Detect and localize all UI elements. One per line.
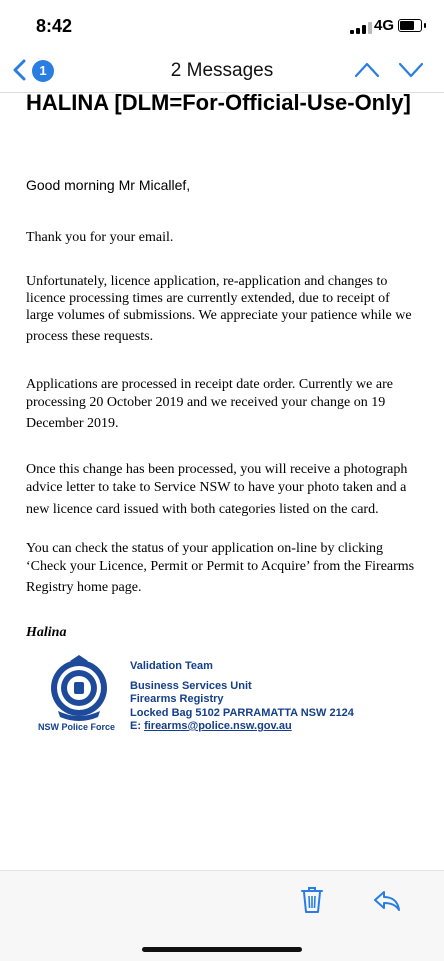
nav-title: 2 Messages — [170, 60, 274, 81]
paragraph-2-text: Unfortunately, licence application, re-application and changes to licence processing times are currently extended, due to receipt of large volumes of submissions. We appreciate your patience while we — [26, 274, 412, 323]
paragraph-4-text: Once this change has been processed, you will receive a photograph advice letter to take to Service NSW to have your photo taken and a — [26, 462, 408, 495]
reply-arrow-icon[interactable] — [372, 889, 402, 913]
nsw-police-badge-icon — [48, 655, 110, 725]
nav-bar — [0, 50, 444, 93]
contact-block — [130, 660, 354, 734]
paragraph-3-text: Applications are processed in receipt date order. Currently we are processing 20 October 2019 and we received your change on 19 — [26, 377, 393, 410]
clock: 8:42 — [36, 16, 73, 36]
email-subject: HALINA [DLM=For-Official-Use-Only] — [26, 90, 411, 115]
email-paragraph-3 — [26, 376, 418, 437]
network-type: 4G — [374, 17, 395, 34]
next-message-chevron-down-icon[interactable] — [398, 60, 424, 80]
postal-address: Locked Bag 5102 PARRAMATTA NSW 2124 — [130, 706, 354, 719]
home-indicator[interactable] — [142, 947, 302, 952]
signature-name: Halina — [26, 625, 67, 640]
paragraph-4-end: new licence card issued with both categories listed on the card. — [26, 502, 379, 517]
paragraph-5-end: Registry home page. — [26, 580, 142, 595]
status-bar — [0, 0, 444, 50]
previous-message-chevron-up-icon[interactable] — [354, 60, 380, 80]
signal-strength-icon — [350, 22, 372, 34]
email-paragraph-4 — [26, 461, 418, 523]
email-paragraph-1: Thank you for your email. — [26, 230, 174, 245]
email-paragraph-5 — [26, 540, 418, 601]
email-line — [130, 720, 354, 734]
registry-name: Firearms Registry — [130, 693, 224, 705]
trash-icon[interactable] — [300, 886, 324, 914]
unread-badge[interactable]: 1 — [32, 60, 54, 82]
email-link[interactable]: firearms@police.nsw.gov.au — [144, 720, 292, 732]
paragraph-2-end: process these requests. — [26, 329, 154, 344]
email-greeting: Good morning Mr Micallef, — [26, 177, 191, 193]
battery-icon — [398, 19, 422, 32]
paragraph-5-text: You can check the status of your application on-line by clicking ‘Check your Licence, Permit or Permit to Acquire’ from the Firearms — [26, 541, 415, 574]
bottom-toolbar — [0, 870, 444, 961]
unit-name: Business Services Unit — [130, 679, 252, 692]
paragraph-3-end: December 2019. — [26, 416, 119, 431]
logo-label: NSW Police Force — [38, 722, 116, 732]
team-name: Validation Team — [130, 660, 213, 672]
email-paragraph-2 — [26, 273, 418, 350]
email-prefix: E: — [130, 720, 141, 732]
